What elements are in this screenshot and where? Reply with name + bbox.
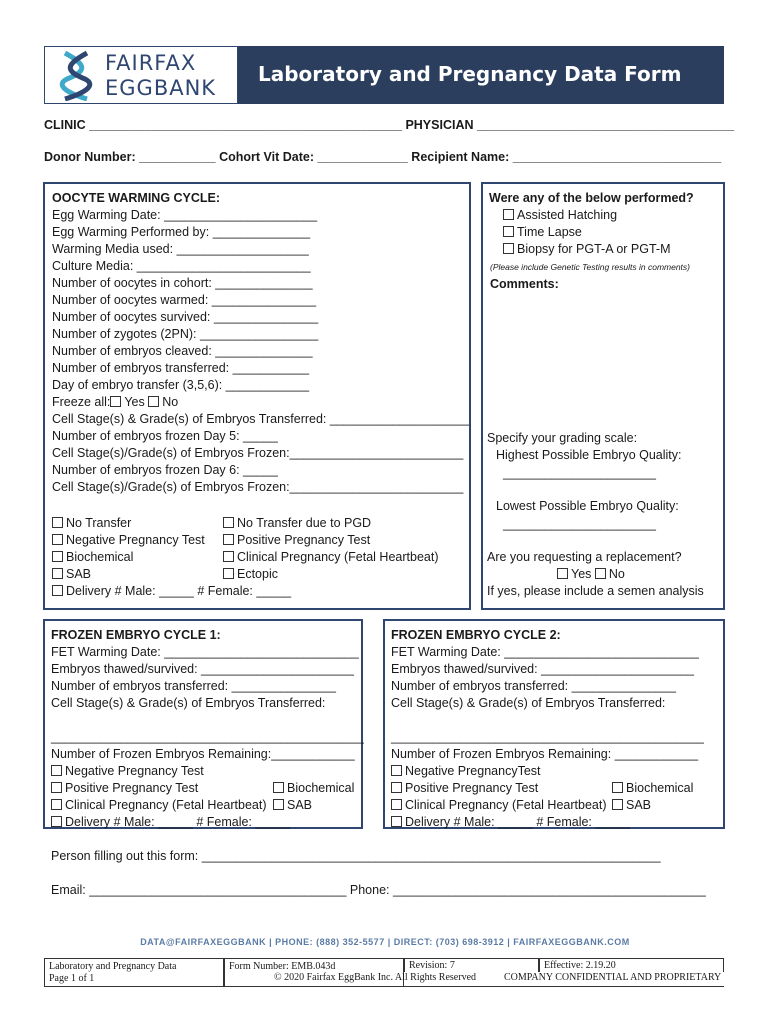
frozen1-line[interactable]: Embryos thawed/survived: ______________________ (51, 662, 355, 676)
frozen1-line[interactable]: Number of embryos transferred: _______________ (51, 679, 336, 693)
oocyte-line[interactable]: Cell Stage(s) & Grade(s) of Embryos Transferred: ____________________ (52, 412, 469, 426)
frozen1-fields (51, 644, 364, 831)
f1-biochemical-checkbox[interactable] (273, 782, 284, 793)
f1-clinical-checkbox[interactable] (51, 799, 62, 810)
oocyte-line[interactable]: Egg Warming Performed by: ______________ (52, 225, 311, 239)
sab-checkbox[interactable] (52, 568, 63, 579)
logo-line1: FAIRFAX (105, 51, 197, 75)
frozen1-line (51, 712, 364, 729)
replacement-yes-checkbox[interactable] (557, 568, 568, 579)
negative-pregnancy-label: Negative Pregnancy Test (66, 533, 205, 547)
ectopic-checkbox[interactable] (223, 568, 234, 579)
f2-negative-label: Negative PregnancyTest (405, 764, 541, 778)
f1-delivery-checkbox[interactable] (51, 816, 62, 827)
footer-page: Page 1 of 1 (49, 973, 95, 984)
logo-line2: EGGBANK (105, 76, 217, 100)
f1-positive-checkbox[interactable] (51, 782, 62, 793)
oocyte-line[interactable]: Number of embryos transferred: ___________ (52, 361, 310, 375)
oocyte-line[interactable]: Number of oocytes survived: _______________ (52, 310, 319, 324)
replacement-yes-label: Yes (571, 567, 592, 581)
oocyte-title: OOCYTE WARMING CYCLE: (52, 191, 221, 205)
f1-positive-label: Positive Pregnancy Test (65, 781, 199, 795)
negative-pregnancy-checkbox[interactable] (52, 534, 63, 545)
page-title: Laboratory and Pregnancy Data Form (258, 62, 682, 86)
oocyte-line[interactable]: Number of embryos cleaved: ______________ (52, 344, 313, 358)
highest-quality-label: Highest Possible Embryo Quality: (496, 448, 682, 462)
oocyte-line[interactable]: Number of embryos frozen Day 5: _____ (52, 429, 278, 443)
clinic-physician-field[interactable]: CLINIC _____________________________________________ PHYSICIAN _____________________________________ (44, 118, 735, 132)
f2-delivery-checkbox[interactable] (391, 816, 402, 827)
semen-analysis-note: If yes, please include a semen analysis (487, 584, 704, 598)
frozen2-line (391, 712, 704, 729)
f2-negative-checkbox[interactable] (391, 765, 402, 776)
frozen2-line[interactable]: FET Warming Date: ____________________________ (391, 645, 699, 659)
frozen2-line[interactable]: Number of embryos transferred: _______________ (391, 679, 676, 693)
donor-row-field[interactable]: Donor Number: ___________ Cohort Vit Date: _____________ Recipient Name: ______________________________ (44, 150, 722, 164)
outcomes-right (223, 515, 438, 583)
freeze-no-checkbox[interactable] (148, 396, 159, 407)
oocyte-line[interactable]: Warming Media used: ___________________ (52, 242, 309, 256)
dna-logo-icon (57, 51, 97, 101)
assisted-hatching-checkbox[interactable] (503, 209, 514, 220)
footer-cell-revision (404, 958, 539, 972)
f1-sab-checkbox[interactable] (273, 799, 284, 810)
freeze-yes-checkbox[interactable] (110, 396, 121, 407)
no-transfer-label: No Transfer (66, 516, 132, 530)
frozen1-line[interactable]: _____________________________________________ (51, 730, 364, 744)
f2-biochemical-checkbox[interactable] (612, 782, 623, 793)
frozen2-line[interactable]: _____________________________________________ (391, 730, 704, 744)
biochemical-label: Biochemical (66, 550, 134, 564)
f2-clinical-label: Clinical Pregnancy (Fetal Heartbeat) (405, 798, 607, 812)
positive-pregnancy-checkbox[interactable] (223, 534, 234, 545)
comments-area[interactable] (490, 296, 716, 426)
no-transfer-pgd-label: No Transfer due to PGD (237, 516, 372, 530)
footer-cell-title (44, 958, 224, 986)
footer-form-number: Form Number: EMB.043d (229, 961, 336, 972)
f2-sab-label: SAB (626, 798, 652, 812)
frozen1-title: FROZEN EMBRYO CYCLE 1: (51, 628, 221, 642)
lowest-quality-field[interactable]: ______________________ (503, 517, 656, 531)
highest-quality-field[interactable]: ______________________ (503, 466, 656, 480)
replacement-no-label: No (608, 567, 625, 581)
oocyte-line[interactable]: Cell Stage(s)/Grade(s) of Embryos Frozen:_________________________ (52, 446, 464, 460)
frozen1-line[interactable]: Number of Frozen Embryos Remaining:____________ (51, 747, 355, 761)
header-bar (238, 46, 724, 104)
f1-negative-label: Negative Pregnancy Test (65, 764, 204, 778)
footer-effective: Effective: 2.19.20 (544, 960, 616, 971)
oocyte-line[interactable]: Number of oocytes warmed: _______________ (52, 293, 317, 307)
f2-positive-checkbox[interactable] (391, 782, 402, 793)
no-transfer-pgd-checkbox[interactable] (223, 517, 234, 528)
comments-label: Comments: (490, 277, 559, 291)
frozen2-line[interactable]: Embryos thawed/survived: ______________________ (391, 662, 695, 676)
genetic-note: (Please include Genetic Testing results in comments) (490, 262, 690, 272)
f1-delivery-label[interactable]: Delivery # Male: _____ # Female: _____ (65, 815, 291, 829)
f2-sab-checkbox[interactable] (612, 799, 623, 810)
f1-negative-checkbox[interactable] (51, 765, 62, 776)
procedures-panel (481, 182, 725, 610)
sab-label: SAB (66, 567, 92, 581)
assisted-hatching-label: Assisted Hatching (517, 208, 618, 222)
freeze-all-label: Freeze all: (52, 395, 111, 409)
oocyte-line[interactable]: Cell Stage(s)/Grade(s) of Embryos Frozen:_________________________ (52, 480, 464, 494)
replacement-options (557, 566, 625, 582)
ectopic-label: Ectopic (237, 567, 278, 581)
frozen1-line[interactable]: FET Warming Date: ____________________________ (51, 645, 359, 659)
delivery-label[interactable]: Delivery # Male: _____ # Female: _____ (66, 584, 292, 598)
f2-delivery-label[interactable]: Delivery # Male: _____ # Female: _____ (405, 815, 631, 829)
delivery-checkbox[interactable] (52, 585, 63, 596)
oocyte-line[interactable]: Number of zygotes (2PN): _________________ (52, 327, 319, 341)
f2-positive-label: Positive Pregnancy Test (405, 781, 539, 795)
frozen1-line: Cell Stage(s) & Grade(s) of Embryos Transferred: (51, 696, 326, 710)
oocyte-line[interactable]: Culture Media: _________________________ (52, 259, 311, 273)
frozen2-title: FROZEN EMBRYO CYCLE 2: (391, 628, 561, 642)
oocyte-line[interactable]: Number of embryos frozen Day 6: _____ (52, 463, 278, 477)
oocyte-line[interactable]: Egg Warming Date: ______________________ (52, 208, 318, 222)
footer-copyright: © 2020 Fairfax EggBank Inc. All Rights Reserved (274, 972, 477, 983)
f2-biochemical-label: Biochemical (626, 781, 694, 795)
oocyte-line[interactable]: Number of oocytes in cohort: ______________ (52, 276, 313, 290)
freeze-no-label: No (162, 395, 179, 409)
footer-doc-title: Laboratory and Pregnancy Data (49, 961, 177, 972)
replacement-no-checkbox[interactable] (595, 568, 606, 579)
oocyte-line[interactable]: Day of embryo transfer (3,5,6): ____________ (52, 378, 310, 392)
oocyte-warming-panel (43, 182, 471, 610)
doc-footer-table (44, 958, 724, 987)
contact-footer: DATA@FAIRFAXEGGBANK | PHONE: (888) 352-5577 | DIRECT: (703) 698-3912 | FAIRFAXEGGBANK.COM (140, 937, 630, 947)
frozen-cycle-1-panel (43, 619, 363, 829)
positive-pregnancy-label: Positive Pregnancy Test (237, 533, 371, 547)
frozen2-line[interactable]: Number of Frozen Embryos Remaining: ____________ (391, 747, 699, 761)
footer-revision: Revision: 7 (409, 960, 455, 971)
replacement-question: Are you requesting a replacement? (487, 550, 682, 564)
grading-label: Specify your grading scale: (487, 431, 638, 445)
freeze-all-row (52, 394, 469, 411)
procedures-question: Were any of the below performed? (489, 191, 694, 205)
f1-clinical-label: Clinical Pregnancy (Fetal Heartbeat) (65, 798, 267, 812)
f1-sab-label: SAB (287, 798, 313, 812)
person-filling-field[interactable]: Person filling out this form: __________________________________________________________________ (51, 849, 661, 863)
biopsy-label: Biopsy for PGT-A or PGT-M (517, 242, 671, 256)
freeze-yes-label: Yes (124, 395, 145, 409)
email-phone-field[interactable]: Email: _____________________________________ Phone: _____________________________________________ (51, 883, 706, 897)
footer-cell-effective (539, 958, 724, 972)
procedures-options (503, 207, 671, 258)
lowest-quality-label: Lowest Possible Embryo Quality: (496, 499, 679, 513)
time-lapse-checkbox[interactable] (503, 226, 514, 237)
no-transfer-checkbox[interactable] (52, 517, 63, 528)
f2-clinical-checkbox[interactable] (391, 799, 402, 810)
biopsy-checkbox[interactable] (503, 243, 514, 254)
f1-biochemical-label: Biochemical (287, 781, 355, 795)
time-lapse-label: Time Lapse (517, 225, 582, 239)
footer-confidential: COMPANY CONFIDENTIAL AND PROPRIETARY (504, 972, 722, 983)
clinical-pregnancy-label: Clinical Pregnancy (Fetal Heartbeat) (237, 550, 439, 564)
frozen2-fields (391, 644, 704, 831)
oocyte-fields (52, 207, 469, 496)
logo (44, 46, 238, 104)
clinical-pregnancy-checkbox[interactable] (223, 551, 234, 562)
biochemical-checkbox[interactable] (52, 551, 63, 562)
frozen-cycle-2-panel (383, 619, 725, 829)
frozen2-line: Cell Stage(s) & Grade(s) of Embryos Transferred: (391, 696, 666, 710)
